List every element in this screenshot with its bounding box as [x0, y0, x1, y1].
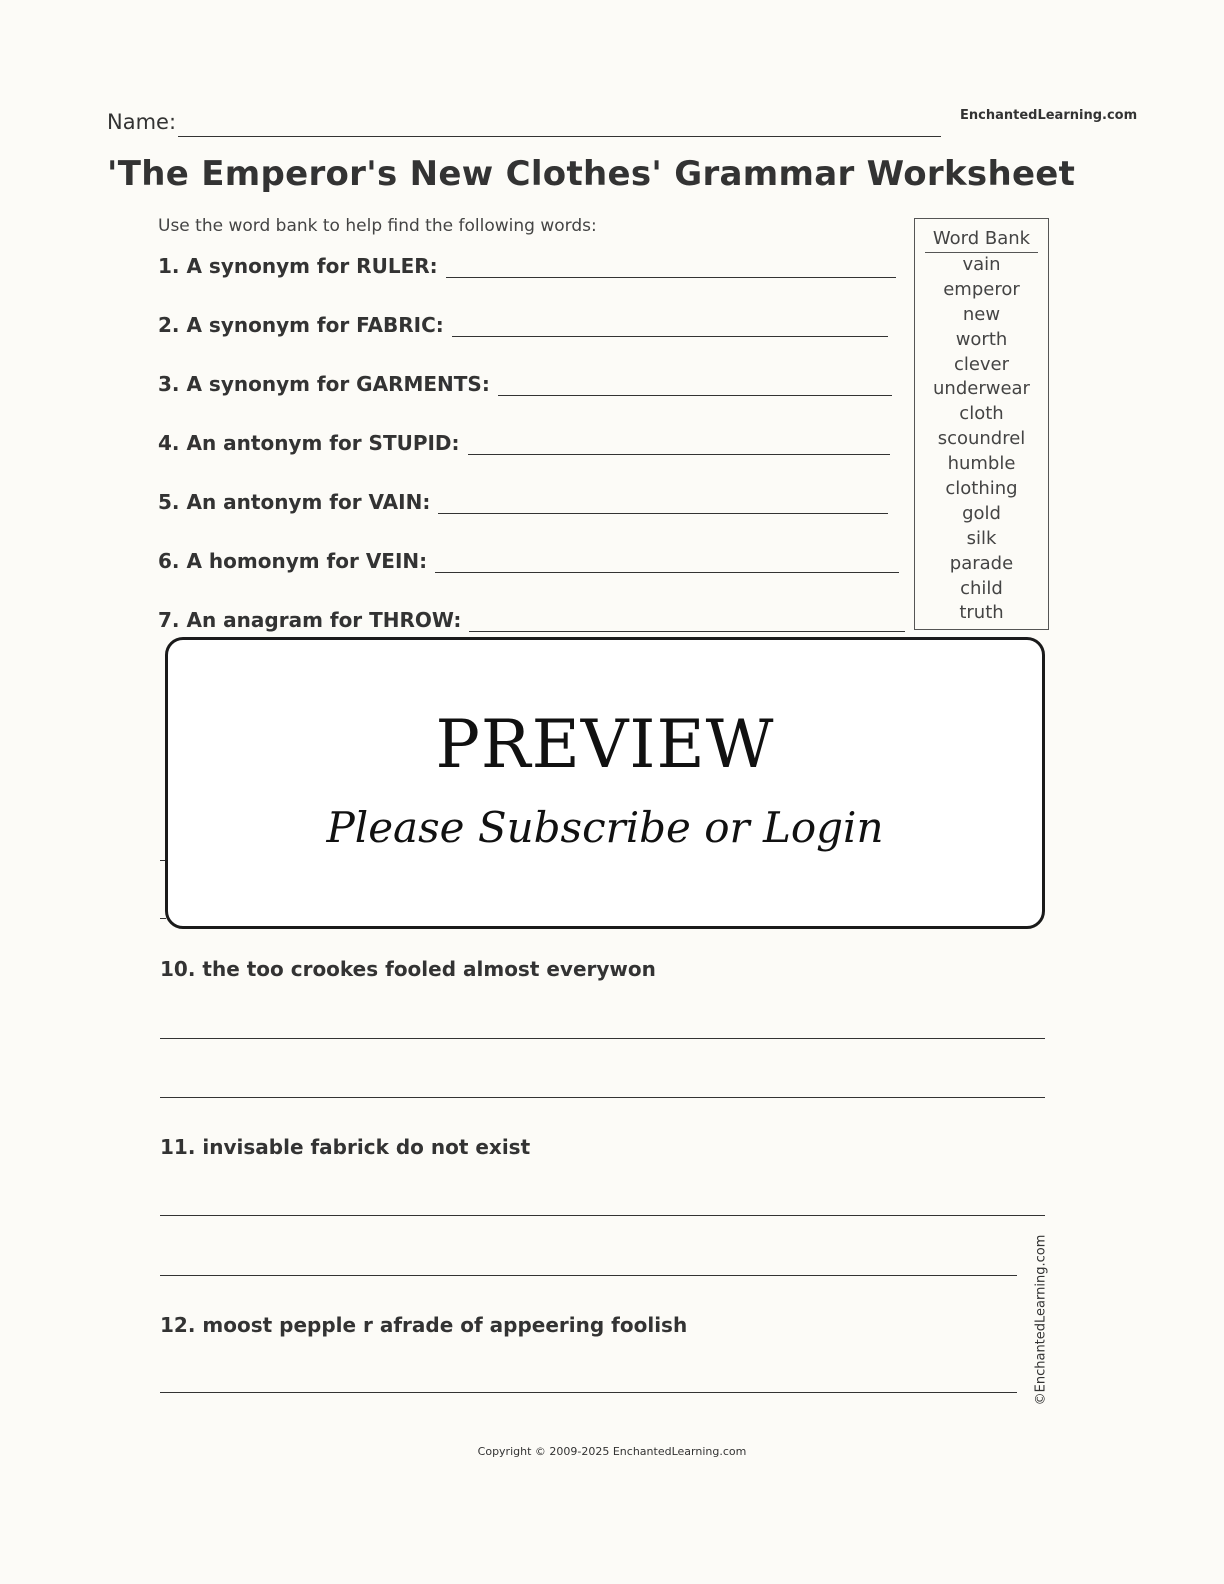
preview-overlay[interactable] — [165, 637, 1045, 929]
writing-line[interactable] — [160, 1275, 1017, 1276]
word-bank-item: child — [960, 577, 1003, 599]
answer-line[interactable] — [438, 493, 888, 514]
question-label: 2. A synonym for FABRIC: — [158, 313, 444, 337]
worksheet-title: 'The Emperor's New Clothes' Grammar Worksheet — [107, 154, 1076, 194]
question-label: 5. An antonym for VAIN: — [158, 490, 431, 514]
answer-line[interactable] — [498, 375, 892, 396]
word-bank-item: emperor — [943, 278, 1020, 300]
question-5 — [158, 490, 888, 514]
question-2 — [158, 313, 888, 337]
word-bank-item: humble — [947, 453, 1016, 475]
word-bank-title: Word Bank — [925, 228, 1038, 253]
question-3 — [158, 372, 892, 396]
preview-title: PREVIEW — [435, 706, 775, 783]
answer-line[interactable] — [452, 316, 888, 337]
site-brand: EnchantedLearning.com — [960, 108, 1138, 123]
word-bank-item: clothing — [945, 478, 1018, 500]
obscured-line — [160, 918, 166, 919]
writing-line[interactable] — [160, 1215, 1045, 1216]
subscribe-login-prompt[interactable]: Please Subscribe or Login — [326, 803, 884, 852]
word-bank-item: clever — [953, 353, 1010, 375]
word-bank-item: parade — [949, 552, 1014, 574]
vertical-copyright: ©EnchantedLearning.com — [1033, 1234, 1049, 1406]
question-1 — [158, 254, 896, 278]
question-7 — [158, 608, 905, 632]
word-bank-item: worth — [955, 328, 1008, 350]
word-bank-item: underwear — [933, 378, 1030, 400]
copyright: Copyright © 2009-2025 EnchantedLearning.com — [477, 1445, 747, 1458]
writing-line[interactable] — [160, 1038, 1045, 1039]
name-field-line[interactable] — [178, 136, 941, 137]
sentence-12: 12. moost pepple r afrade of appeering foolish — [160, 1313, 688, 1337]
answer-line[interactable] — [435, 552, 899, 573]
word-bank-item: truth — [959, 602, 1004, 624]
question-4 — [158, 431, 890, 455]
sentence-10: 10. the too crookes fooled almost everywon — [160, 957, 656, 981]
word-bank — [914, 218, 1049, 630]
name-label: Name: — [107, 110, 177, 134]
question-label: 1. A synonym for RULER: — [158, 254, 438, 278]
word-bank-item: scoundrel — [937, 428, 1026, 450]
word-bank-item: cloth — [959, 403, 1004, 425]
question-6 — [158, 549, 899, 573]
writing-line[interactable] — [160, 1097, 1045, 1098]
word-bank-list — [915, 253, 1048, 626]
word-bank-item: new — [962, 303, 1001, 325]
word-bank-item: silk — [966, 527, 997, 549]
instructions: Use the word bank to help find the following words: — [158, 216, 597, 236]
writing-line[interactable] — [160, 1392, 1017, 1393]
question-label: 6. A homonym for VEIN: — [158, 549, 428, 573]
sentence-11: 11. invisable fabrick do not exist — [160, 1135, 531, 1159]
question-label: 3. A synonym for GARMENTS: — [158, 372, 490, 396]
answer-line[interactable] — [468, 434, 890, 455]
question-label: 7. An anagram for THROW: — [158, 608, 462, 632]
answer-line[interactable] — [446, 257, 896, 278]
answer-line[interactable] — [469, 611, 905, 632]
word-bank-item: vain — [962, 254, 1001, 275]
question-label: 4. An antonym for STUPID: — [158, 431, 460, 455]
word-bank-item: gold — [962, 502, 1001, 524]
